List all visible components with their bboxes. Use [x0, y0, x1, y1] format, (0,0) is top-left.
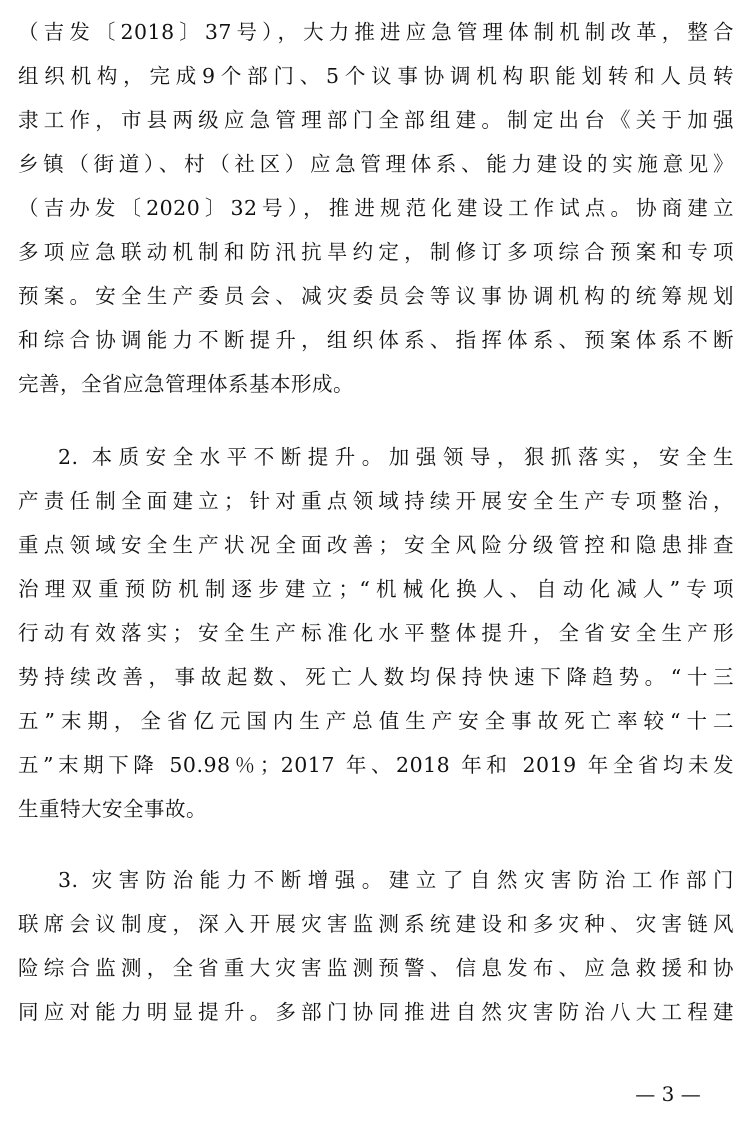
paragraph-line: 完善，全省应急管理体系基本形成。	[18, 372, 354, 396]
paragraph-line: 行动有效落实；安全生产标准化水平整体提升，全省安全生产形	[18, 621, 734, 645]
paragraph-line: 组织机构，完成9个部门、5个议事协调机构职能划转和人员转	[18, 64, 734, 88]
paragraph-line: 乡镇（街道）、村（社区）应急管理体系、能力建设的实施意见》	[18, 152, 734, 176]
paragraph-line: （吉办发〔2020〕32号），推进规范化建设工作试点。协商建立	[18, 196, 734, 220]
page-number: — 3 —	[635, 1082, 701, 1106]
paragraph-line: 和综合协调能力不断提升，组织体系、指挥体系、预案体系不断	[18, 328, 734, 352]
paragraph-line: 2. 本质安全水平不断提升。加强领导，狠抓落实，安全生	[58, 445, 734, 469]
paragraph-line: 同应对能力明显提升。多部门协同推进自然灾害防治八大工程建	[18, 1000, 734, 1024]
paragraph-line: （吉发〔2018〕37号），大力推进应急管理体制机制改革，整合	[18, 20, 734, 44]
paragraph-line: 隶工作，市县两级应急管理部门全部组建。制定出台《关于加强	[18, 108, 734, 132]
paragraph-line: 预案。安全生产委员会、减灾委员会等议事协调机构的统筹规划	[18, 284, 734, 308]
paragraph-line: 险综合监测，全省重大灾害监测预警、信息发布、应急救援和协	[18, 956, 734, 980]
paragraph-line: 产责任制全面建立；针对重点领域持续开展安全生产专项整治，	[18, 489, 734, 513]
paragraph-line: 五”末期下降 50.98％；2017 年、2018 年和 2019 年全省均未发	[18, 753, 734, 777]
paragraph-line: 五”末期，全省亿元国内生产总值生产安全事故死亡率较“十二	[18, 709, 734, 733]
paragraph-line: 治理双重预防机制逐步建立；“机械化换人、自动化减人”专项	[18, 577, 734, 601]
paragraph-line: 重点领域安全生产状况全面改善；安全风险分级管控和隐患排查	[18, 533, 734, 557]
paragraph-line: 势持续改善，事故起数、死亡人数均保持快速下降趋势。“十三	[18, 665, 734, 689]
paragraph-line: 多项应急联动机制和防汛抗旱约定，制修订多项综合预案和专项	[18, 240, 734, 264]
paragraph-line: 生重特大安全事故。	[18, 797, 207, 821]
paragraph-line: 联席会议制度，深入开展灾害监测系统建设和多灾种、灾害链风	[18, 912, 734, 936]
paragraph-line: 3. 灾害防治能力不断增强。建立了自然灾害防治工作部门	[58, 868, 734, 892]
